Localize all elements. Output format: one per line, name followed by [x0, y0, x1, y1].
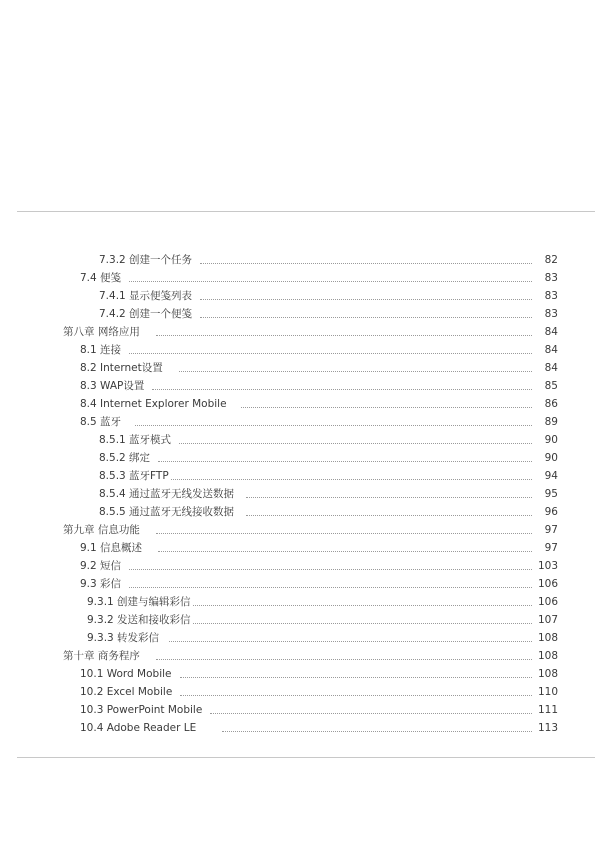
toc-page: 113 [538, 722, 559, 734]
toc-entry-9-3-2 [0, 609, 613, 627]
toc-page: 90 [544, 434, 558, 446]
toc-label: 8.4 Internet Explorer Mobile [80, 398, 227, 410]
toc-page: 83 [544, 272, 558, 284]
toc-entry-8-5-1 [0, 429, 613, 447]
toc-page: 108 [538, 632, 559, 644]
toc-entry-10-4 [0, 717, 613, 735]
toc-page: 89 [544, 416, 558, 428]
dot-leader [200, 298, 532, 300]
toc-label: 8.1 连接 [80, 344, 122, 356]
toc-page: 84 [544, 344, 558, 356]
toc-page: 110 [538, 686, 559, 698]
toc-page: 84 [544, 362, 558, 374]
toc-label: 9.3.3 转发彩信 [87, 632, 160, 644]
top-rule [17, 211, 595, 212]
dot-leader [158, 550, 532, 552]
toc-entry-7-4-2 [0, 303, 613, 321]
toc-page: 108 [538, 668, 559, 680]
toc-entry-8-4 [0, 393, 613, 411]
dot-leader [193, 604, 532, 606]
toc-label: 8.5.4 通过蓝牙无线发送数据 [99, 488, 235, 500]
toc-label: 8.5.3 蓝牙FTP [99, 470, 169, 482]
toc-label: 8.2 Internet设置 [80, 362, 163, 374]
dot-leader [180, 694, 532, 696]
dot-leader [129, 586, 532, 588]
dot-leader [156, 532, 532, 534]
toc-label: 9.3.2 发送和接收彩信 [87, 614, 191, 626]
toc-entry-9-3-1 [0, 591, 613, 609]
dot-leader [171, 478, 532, 480]
toc-page: 83 [544, 290, 558, 302]
toc-label: 9.1 信息概述 [80, 542, 143, 554]
toc-page: 94 [544, 470, 558, 482]
toc-page: 83 [544, 308, 558, 320]
toc-entry-chapter-10 [0, 645, 613, 663]
toc-label: 9.3 彩信 [80, 578, 122, 590]
dot-leader [129, 280, 532, 282]
dot-leader [158, 460, 532, 462]
toc-entry-10-1 [0, 663, 613, 681]
toc-entry-7-4 [0, 267, 613, 285]
toc-page: 90 [544, 452, 558, 464]
toc-label: 7.4 便笺 [80, 272, 122, 284]
toc-page: 95 [544, 488, 558, 500]
toc-entry-8-2 [0, 357, 613, 375]
toc-entry-10-3 [0, 699, 613, 717]
toc-label: 10.4 Adobe Reader LE [80, 722, 197, 734]
dot-leader [241, 406, 532, 408]
toc-page: 97 [544, 524, 558, 536]
toc-page: 106 [538, 578, 559, 590]
toc-entry-8-5 [0, 411, 613, 429]
dot-leader [200, 316, 532, 318]
toc-page: 84 [544, 326, 558, 338]
toc-entry-9-1 [0, 537, 613, 555]
dot-leader [180, 676, 533, 678]
toc-page: 85 [544, 380, 558, 392]
dot-leader [129, 352, 532, 354]
dot-leader [152, 388, 532, 390]
dot-leader [222, 730, 532, 732]
toc-label: 8.5.1 蓝牙模式 [99, 434, 172, 446]
toc-entry-chapter-9 [0, 519, 613, 537]
dot-leader [193, 622, 532, 624]
toc-label: 第八章 网络应用 [63, 326, 140, 338]
toc-page: 82 [544, 254, 558, 266]
toc-label: 第九章 信息功能 [63, 524, 140, 536]
toc-entry-9-3 [0, 573, 613, 591]
toc-entry-7-4-1 [0, 285, 613, 303]
toc-entry-8-1 [0, 339, 613, 357]
toc-page: 96 [544, 506, 558, 518]
toc-entry-8-3 [0, 375, 613, 393]
toc-label: 第十章 商务程序 [63, 650, 140, 662]
dot-leader [179, 370, 532, 372]
dot-leader [135, 424, 532, 426]
toc-page: 107 [538, 614, 559, 626]
toc-entry-chapter-8 [0, 321, 613, 339]
toc-page: 106 [538, 596, 559, 608]
toc-entry-8-5-3 [0, 465, 613, 483]
toc-label: 10.2 Excel Mobile [80, 686, 173, 698]
toc-page: 108 [538, 650, 559, 662]
toc-label: 10.3 PowerPoint Mobile [80, 704, 203, 716]
dot-leader [129, 568, 532, 570]
toc-entry-9-3-3 [0, 627, 613, 645]
toc-label: 8.5 蓝牙 [80, 416, 122, 428]
toc-label: 10.1 Word Mobile [80, 668, 172, 680]
dot-leader [246, 496, 532, 498]
dot-leader [179, 442, 532, 444]
dot-leader [169, 640, 532, 642]
dot-leader [246, 514, 532, 516]
toc-label: 7.4.2 创建一个便笺 [99, 308, 193, 320]
toc-page: 111 [538, 704, 559, 716]
dot-leader [210, 712, 532, 714]
toc-entry-10-2 [0, 681, 613, 699]
dot-leader [200, 262, 532, 264]
toc-entry-8-5-5 [0, 501, 613, 519]
bottom-rule [17, 757, 595, 758]
toc-label: 8.3 WAP设置 [80, 380, 145, 392]
toc-label: 8.5.5 通过蓝牙无线接收数据 [99, 506, 235, 518]
toc-entry-9-2 [0, 555, 613, 573]
toc-page: 97 [544, 542, 558, 554]
toc-entry-8-5-2 [0, 447, 613, 465]
toc-page: 103 [538, 560, 559, 572]
toc-page: 86 [544, 398, 558, 410]
dot-leader [156, 658, 532, 660]
toc-label: 7.3.2 创建一个任务 [99, 254, 193, 266]
toc-entry-7-3-2 [0, 249, 613, 267]
dot-leader [156, 334, 532, 336]
toc-label: 7.4.1 显示便笺列表 [99, 290, 193, 302]
toc-label: 8.5.2 绑定 [99, 452, 151, 464]
toc-entry-8-5-4 [0, 483, 613, 501]
toc-label: 9.2 短信 [80, 560, 122, 572]
toc-label: 9.3.1 创建与编辑彩信 [87, 596, 191, 608]
